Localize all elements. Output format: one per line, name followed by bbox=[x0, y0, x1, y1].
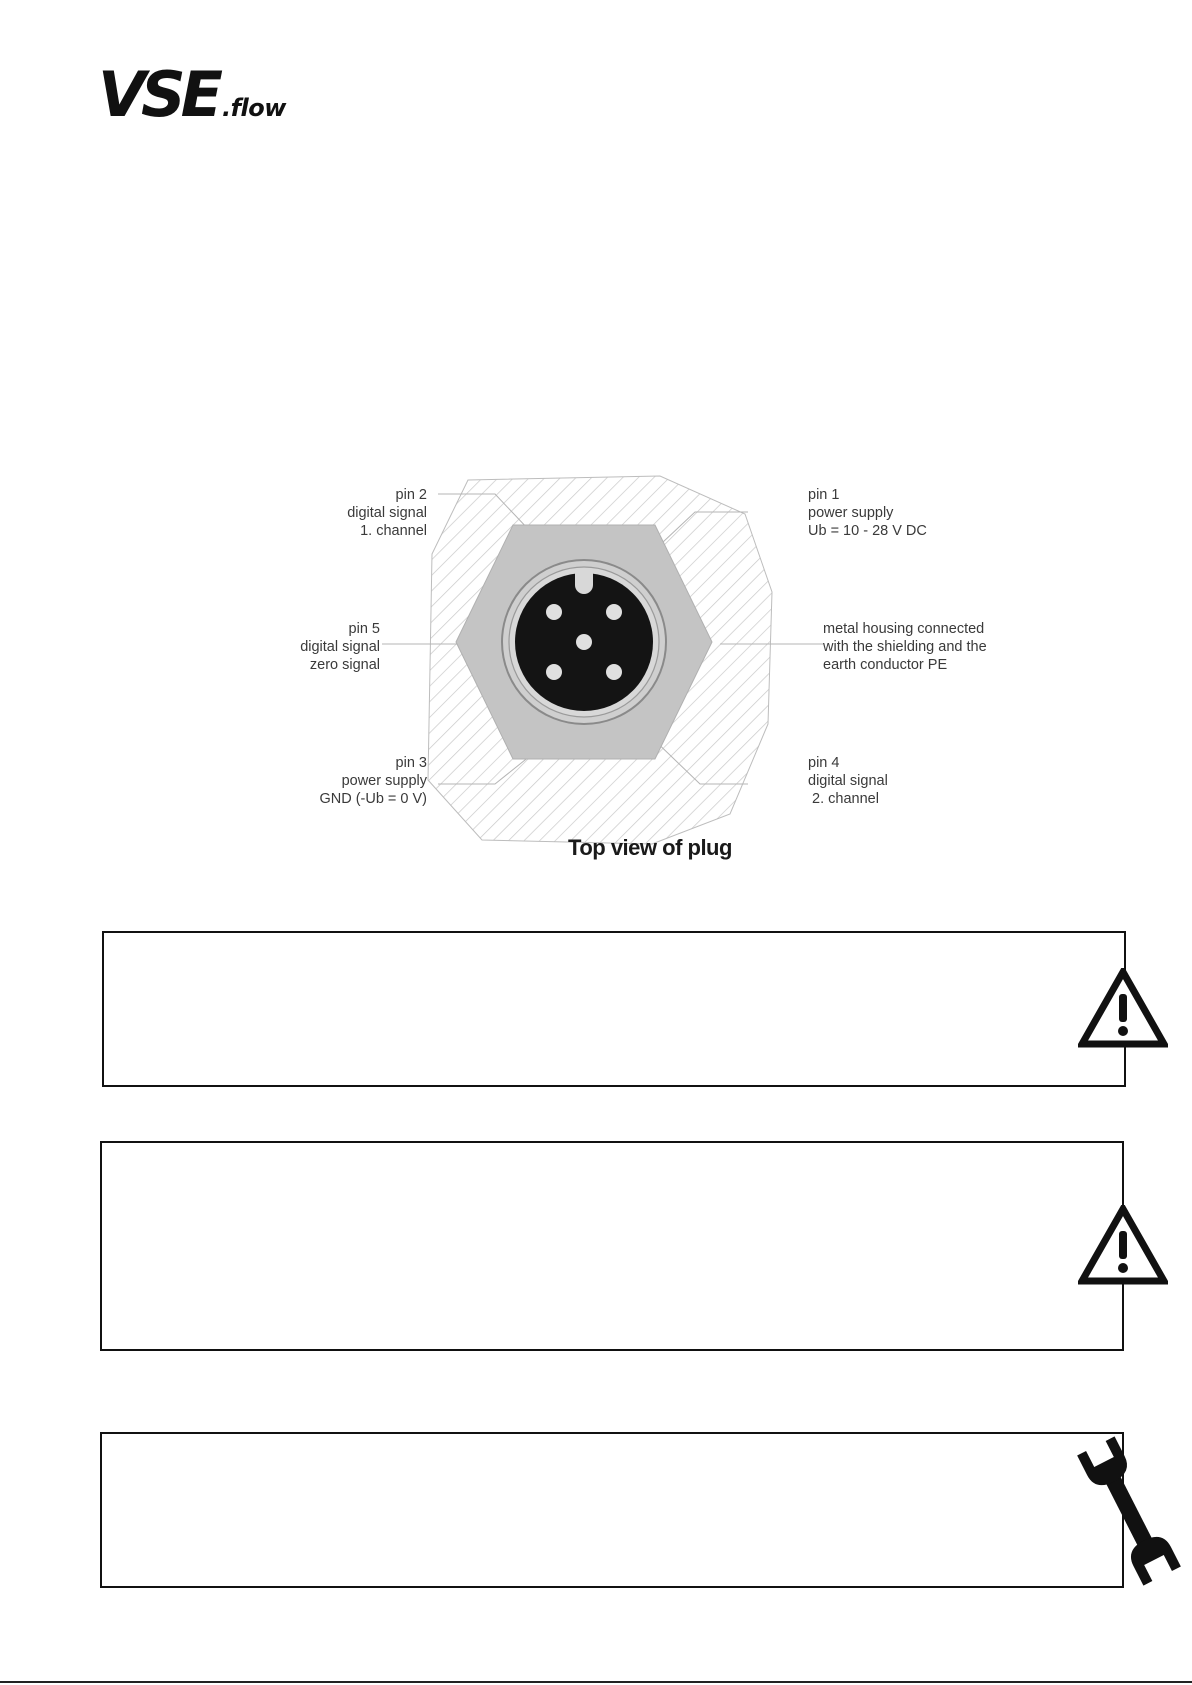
warning-triangle-icon bbox=[1078, 1205, 1168, 1285]
logo-wordmark: VSE bbox=[98, 58, 218, 131]
wrench-icon bbox=[1074, 1436, 1184, 1586]
pin-1-contact bbox=[606, 604, 622, 620]
label-pin-1: pin 1 power supply Ub = 10 - 28 V DC bbox=[808, 487, 927, 539]
plug-diagram bbox=[280, 462, 1020, 882]
pin-2-contact bbox=[546, 604, 562, 620]
label-pin-3: pin 3 power supply GND (-Ub = 0 V) bbox=[319, 755, 427, 807]
tool-box bbox=[100, 1432, 1124, 1588]
label-pin-4: pin 4 digital signal 2. channel bbox=[808, 755, 888, 807]
label-pin-2: pin 2 digital signal 1. channel bbox=[347, 487, 427, 539]
warning-triangle-icon bbox=[1078, 968, 1168, 1048]
pin-5-contact bbox=[576, 634, 592, 650]
figure-caption: Top view of plug bbox=[568, 835, 732, 860]
pin-3-contact bbox=[546, 664, 562, 680]
brand-logo bbox=[98, 58, 286, 131]
warning-box-1 bbox=[102, 931, 1126, 1087]
page-bottom-rule bbox=[0, 1681, 1192, 1683]
pin-4-contact bbox=[606, 664, 622, 680]
label-pin-5: pin 5 digital signal zero signal bbox=[300, 621, 380, 673]
key-notch bbox=[575, 573, 593, 594]
label-housing: metal housing connected with the shielding and the earth conductor PE bbox=[823, 621, 987, 673]
warning-box-2 bbox=[100, 1141, 1124, 1351]
logo-suffix: .flow bbox=[222, 94, 286, 122]
